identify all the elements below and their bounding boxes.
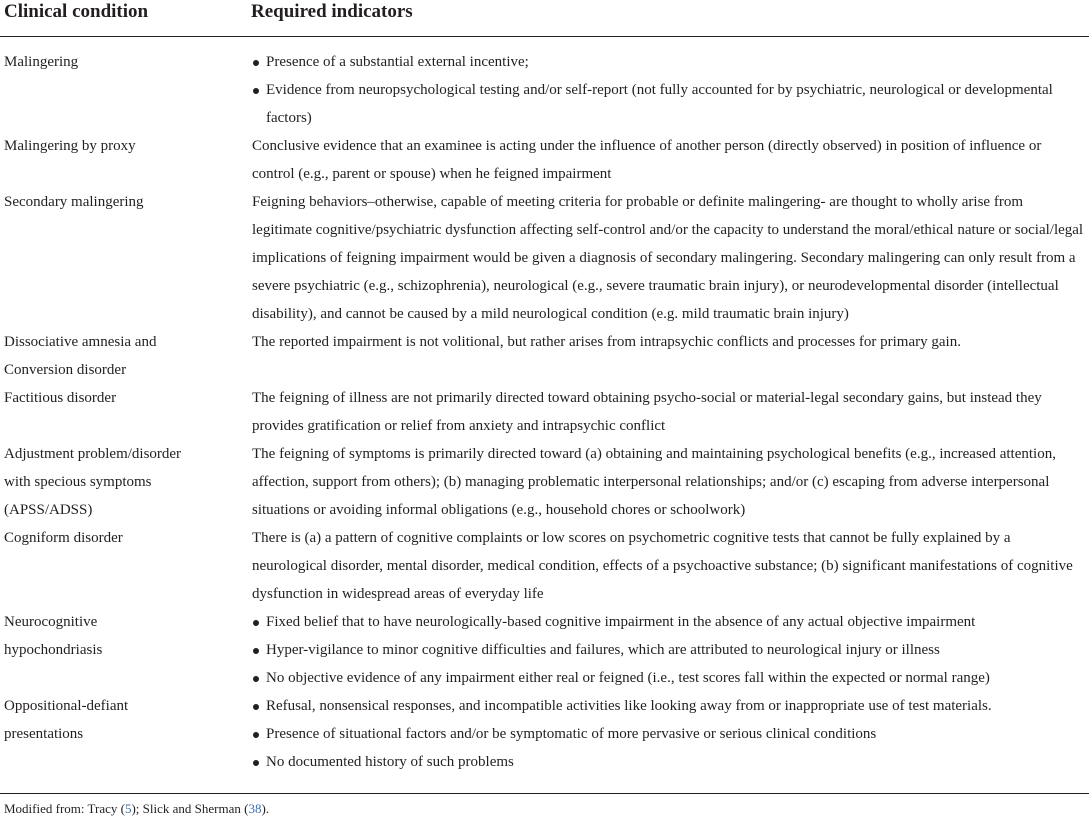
required-indicators-cell	[252, 48, 1084, 132]
required-indicators-cell	[252, 328, 1084, 356]
indicator-list	[252, 692, 1084, 776]
clinical-condition-cell: Malingering	[4, 54, 79, 70]
clinical-condition-cell: Adjustment problem/disorder with specious symptoms (APSS/ADSS)	[4, 446, 182, 518]
table-body	[0, 48, 1089, 776]
required-indicators-cell	[252, 440, 1084, 524]
clinical-condition-cell: Cogniform disorder	[4, 530, 123, 546]
indicator-list	[252, 608, 1084, 692]
table-row	[0, 692, 1089, 776]
required-indicators-cell	[252, 608, 1084, 692]
table-header	[0, 0, 1089, 37]
clinical-condition-cell: Factitious disorder	[4, 390, 117, 406]
reference-link-5[interactable]: 5	[124, 801, 132, 816]
indicator-text: The feigning of symptoms is primarily directed toward (a) obtaining and maintaining psychological benefits (e.g., increased attention, affection, support from others); (b) managing problematic interpersonal relationships; and/or (c) escaping from adverse interpersonal situations or avoiding informal obligations (e.g., household chores or schoolwork)	[252, 446, 1056, 518]
table-row	[0, 48, 1089, 132]
indicator-bullet-item: No objective evidence of any impairment either real or feigned (i.e., test scores fall within the expected or normal range)	[252, 664, 1084, 692]
table-row	[0, 328, 1089, 384]
indicator-bullet-item: Refusal, nonsensical responses, and incompatible activities like looking away from or inappropriate use of test materials.	[252, 692, 1084, 720]
table-row	[0, 440, 1089, 524]
required-indicators-cell	[252, 132, 1084, 188]
required-indicators-cell	[252, 188, 1084, 328]
required-indicators-cell	[252, 692, 1084, 776]
table-row	[0, 608, 1089, 692]
header-required-indicators: Required indicators	[251, 1, 413, 22]
table-row	[0, 384, 1089, 440]
clinical-condition-cell: Oppositional-defiant presentations	[4, 698, 129, 742]
header-clinical-condition: Clinical condition	[4, 1, 149, 22]
indicator-text: Feigning behaviors–otherwise, capable of meeting criteria for probable or definite malingering- are thought to wholly arise from legitimate cognitive/psychiatric dysfunction affecting self-control and/or the capacity to understand the moral/ethical nature or social/legal implications of feigning impairment would be given a diagnosis of secondary malingering. Secondary malingering can only result from a severe psychiatric (e.g., schizophrenia), neurological (e.g., severe traumatic brain injury), or neurodevelopmental disorder (intellectual disability), and cannot be caused by a mild neurological condition (e.g. mild traumatic brain injury)	[252, 194, 1084, 322]
clinical-condition-cell: Malingering by proxy	[4, 138, 136, 154]
clinical-condition-cell: Neurocognitive hypochondriasis	[4, 614, 103, 658]
clinical-condition-cell: Dissociative amnesia and Conversion disorder	[4, 334, 157, 378]
indicator-bullet-item: No documented history of such problems	[252, 748, 1084, 776]
required-indicators-cell	[252, 524, 1084, 608]
indicator-bullet-item: Evidence from neuropsychological testing and/or self-report (not fully accounted for by psychiatric, neurological or developmental factors)	[252, 76, 1084, 132]
table-row	[0, 188, 1089, 328]
table-bottom-rule	[0, 793, 1089, 794]
indicator-list	[252, 48, 1084, 132]
indicator-text: There is (a) a pattern of cognitive complaints or low scores on psychometric cognitive tests that cannot be fully explained by a neurological disorder, mental disorder, medical condition, effects of a psychoactive substance; (b) significant manifestations of cognitive dysfunction in widespread areas of everyday life	[252, 530, 1073, 602]
indicator-bullet-item: Hyper-vigilance to minor cognitive difficulties and failures, which are attributed to neurological injury or illness	[252, 636, 1084, 664]
indicator-text: The feigning of illness are not primarily directed toward obtaining psycho-social or material-legal secondary gains, but instead they provides gratification or relief from anxiety and intrapsychic conflict	[252, 390, 1042, 434]
indicator-bullet-item: Fixed belief that to have neurologically-based cognitive impairment in the absence of any actual objective impairment	[252, 608, 1084, 636]
indicator-bullet-item: Presence of a substantial external incentive;	[252, 48, 1084, 76]
indicator-bullet-item: Presence of situational factors and/or be symptomatic of more pervasive or serious clinical conditions	[252, 720, 1084, 748]
footnote-suffix: ).	[261, 801, 270, 816]
reference-link-38[interactable]: 38	[248, 801, 262, 816]
table-footnote	[4, 800, 269, 818]
indicator-text: The reported impairment is not volitional, but rather arises from intrapsychic conflicts and processes for primary gain.	[252, 334, 961, 350]
footnote-middle: ); Slick and Sherman (	[131, 801, 249, 816]
table-row	[0, 132, 1089, 188]
table-row	[0, 524, 1089, 608]
footnote-prefix: Modified from: Tracy (	[4, 801, 125, 816]
indicator-text: Conclusive evidence that an examinee is acting under the influence of another person (directly observed) in position of influence or control (e.g., parent or spouse) when he feigned impairment	[252, 138, 1042, 182]
required-indicators-cell	[252, 384, 1084, 440]
clinical-condition-cell: Secondary malingering	[4, 194, 144, 210]
